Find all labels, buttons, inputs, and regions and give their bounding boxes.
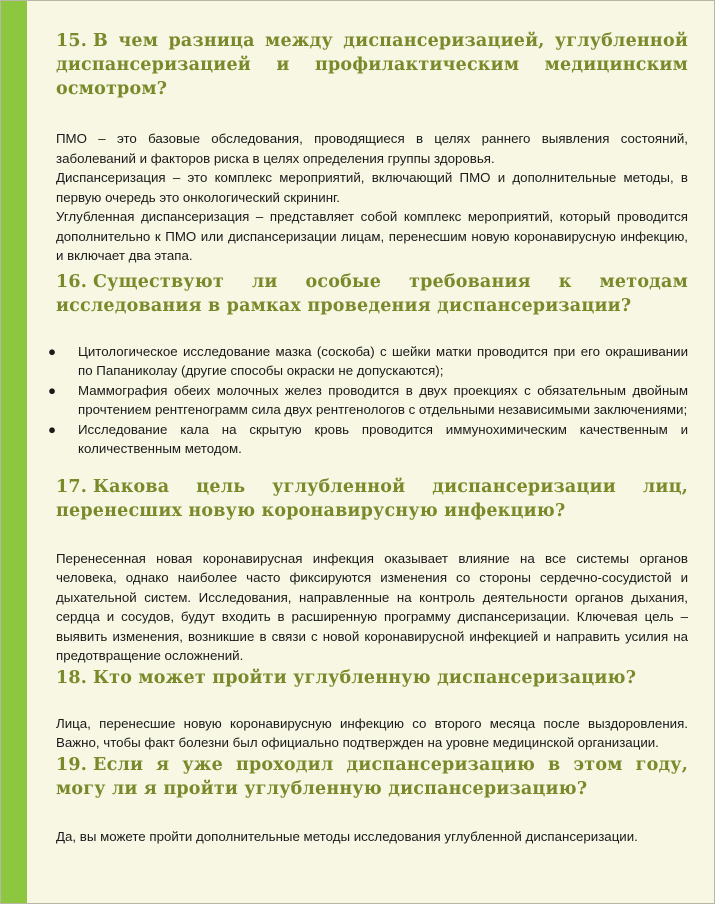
answer-17-p1: Перенесенная новая коронавирусная инфекция оказывает влияние на все системы органов человека, однако наиболее часто фиксируются изменения со стороны сердечно-сосудистой и дыхательной систем. Исследования, направленные на контроль деятельности органов дыхания, сердца и сосудов, будут входить в расширенную программу диспансеризации. Ключевая цель – выявить изменения, возникшие в связи с новой коронавирусной инфекцией и направить усилия на предотвращение осложнений. <box>56 550 688 663</box>
answer-19-p1: Да, вы можете пройти дополнительные методы исследования углубленной диспансеризации. <box>56 828 638 844</box>
answer-15-p3: Углубленная диспансеризация – представляет собой комплекс мероприятий, который проводится дополнительно к ПМО или диспансеризации лицам, перенесшим новую коронавирусную инфекцию, и включает два этапа. <box>56 209 688 263</box>
question-text: Если я уже проходил диспансеризацию в этом году, могу ли я пройти углубленную диспансеризацию? <box>56 754 688 799</box>
answer-15-p2: Диспансеризация – это комплекс мероприятий, включающий ПМО и дополнительные методы, в первую очередь это онкологический скрининг. <box>56 170 688 205</box>
answer-15-p1: ПМО – это базовые обследования, проводящиеся в целях раннего выявления состояний, заболеваний и факторов риска в целях определения группы здоровья. <box>56 131 688 166</box>
question-number: 15. <box>56 31 88 51</box>
question-number: 17. <box>56 476 88 497</box>
question-text: Существуют ли особые требования к методам исследования в рамках проведения диспансеризации? <box>56 271 688 316</box>
requirements-list <box>48 342 688 459</box>
question-number: 18. <box>56 667 88 688</box>
list-item: ● Маммография обеих молочных желез проводится в двух проекциях с обязательным двойным прочтением рентгенограмм сила двух рентгенологов с отдельными независимыми заключениями; <box>48 382 688 417</box>
question-number: 19. <box>56 754 88 775</box>
question-text: Кто может пройти углубленную диспансеризацию? <box>93 667 637 688</box>
question-17 <box>56 475 688 523</box>
faq-content <box>48 29 688 846</box>
question-text: Какова цель углубленной диспансеризации лиц, перенесших новую коронавирусную инфекцию? <box>56 476 688 521</box>
question-19 <box>56 753 688 801</box>
question-text: В чем разница между диспансеризацией, углубленной диспансеризацией и профилактическим медицинским осмотром? <box>56 31 688 99</box>
question-16 <box>56 270 688 318</box>
list-item: ● Исследование кала на скрытую кровь проводится иммунохимическим качественным и количественным методом. <box>48 421 688 456</box>
question-number: 16. <box>56 271 88 292</box>
question-18 <box>56 666 688 690</box>
answer-18-p1: Лица, перенесшие новую коронавирусную инфекцию со второго месяца после выздоровления. Важно, чтобы факт болезни был официально подтвержден на уровне медицинской организации. <box>56 715 688 750</box>
bullet-icon: ● <box>48 343 57 359</box>
bullet-icon: ● <box>48 382 57 398</box>
question-15 <box>56 29 688 101</box>
list-item: ● Цитологическое исследование мазка (соскоба) с шейки матки проводится при его окрашивании по Папаниколау (другие способы окраски не допускаются); <box>48 343 688 378</box>
green-side-stripe <box>1 1 27 903</box>
bullet-icon: ● <box>48 421 57 437</box>
